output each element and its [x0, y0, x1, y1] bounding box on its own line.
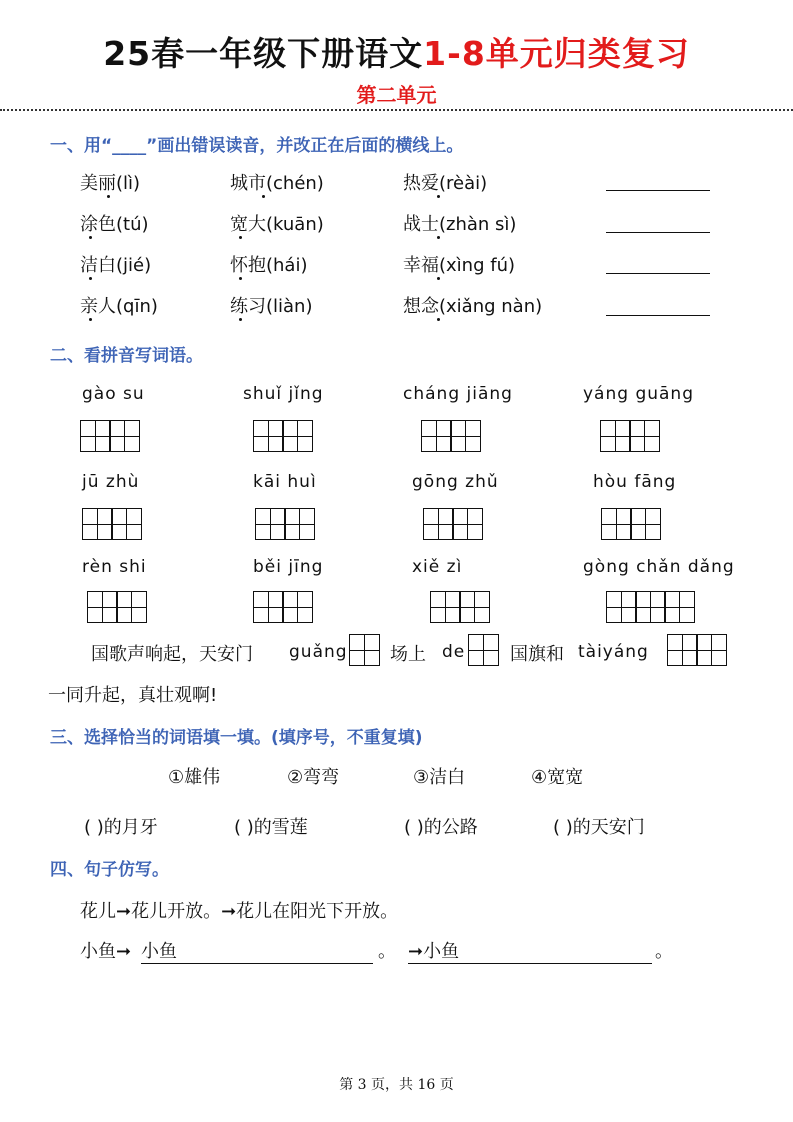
arrow: ➞ [408, 941, 424, 962]
s1-item: 战士(zhàn sì) [403, 214, 517, 235]
answer-line[interactable] [606, 231, 710, 233]
pinyin-label: de [442, 642, 466, 662]
answer-line[interactable] [606, 189, 710, 191]
option: ②弯弯 [287, 767, 340, 788]
emphasis-dot [437, 236, 440, 239]
answer-line[interactable] [606, 272, 710, 274]
writing-grid[interactable] [255, 508, 315, 540]
pinyin-label: kāi huì [253, 472, 317, 492]
writing-grid[interactable] [600, 420, 660, 452]
title-red: 1-8单元归类复习 [423, 34, 690, 73]
emphasis-dot [437, 318, 440, 321]
writing-grid[interactable] [80, 420, 140, 452]
dotted-divider [0, 109, 793, 111]
emphasis-dot [107, 195, 110, 198]
pinyin-label: hòu fāng [593, 472, 677, 492]
section4-heading: 四、句子仿写。 [50, 860, 169, 880]
writing-grid[interactable] [87, 591, 147, 623]
writing-grid[interactable] [421, 420, 481, 452]
writing-grid[interactable] [430, 591, 490, 623]
pinyin-label: cháng jiāng [403, 384, 513, 404]
s1-item: 怀抱(hái) [230, 255, 308, 276]
s1-item: 洁白(jié) [80, 255, 152, 276]
pinyin-label: jū zhù [82, 472, 140, 492]
fill-blank[interactable]: ( )的天安门 [553, 817, 645, 838]
s1-item: 热爱(rèài) [403, 173, 488, 194]
emphasis-dot [262, 195, 265, 198]
section1-heading: 一、用“____”画出错误读音，并改正在后面的横线上。 [50, 136, 464, 156]
s1-item: 美丽(lì) [80, 173, 141, 194]
sentence-part: 国歌声响起，天安门 [91, 644, 253, 665]
answer-line-1[interactable] [141, 937, 373, 964]
s1-item: 想念(xiǎng nàn) [403, 296, 543, 317]
emphasis-dot [239, 236, 242, 239]
question-prefix: 小鱼➞ [80, 941, 132, 962]
pinyin-label: rèn shi [82, 557, 147, 577]
pinyin-label: gào su [82, 384, 145, 404]
sentence-part: 一同升起，真壮观啊! [48, 685, 218, 706]
emphasis-dot [239, 277, 242, 280]
emphasis-dot [239, 318, 242, 321]
pinyin-label: gòng chǎn dǎng [583, 557, 735, 577]
emphasis-dot [437, 277, 440, 280]
pinyin-label: gōng zhǔ [412, 472, 499, 492]
writing-grid[interactable] [349, 634, 380, 666]
emphasis-dot [437, 195, 440, 198]
answer-line[interactable] [606, 314, 710, 316]
option: ③洁白 [413, 767, 466, 788]
page-subtitle: 第二单元 [356, 83, 437, 107]
emphasis-dot [89, 318, 92, 321]
writing-grid[interactable] [423, 508, 483, 540]
fill-blank[interactable]: ( )的公路 [404, 817, 478, 838]
s1-item: 宽大(kuān) [230, 214, 324, 235]
writing-grid[interactable] [606, 591, 695, 623]
answer-line-2[interactable] [408, 937, 652, 964]
writing-grid[interactable] [253, 420, 313, 452]
page-number: 第 3 页，共 16 页 [339, 1077, 454, 1093]
writing-grid[interactable] [82, 508, 142, 540]
fill-blank[interactable]: ( )的月牙 [84, 817, 158, 838]
option: ④宽宽 [531, 767, 584, 788]
title-black: 25春一年级下册语文 [103, 34, 424, 73]
option: ①雄伟 [168, 767, 221, 788]
s1-item: 亲人(qīn) [80, 296, 158, 317]
pinyin-label: tàiyáng [578, 642, 649, 662]
example-sentence: 花儿➞花儿开放。➞花儿在阳光下开放。 [80, 901, 399, 922]
question-end: 。 [378, 941, 396, 962]
section3-heading: 三、选择恰当的词语填一填。(填序号，不重复填) [50, 728, 423, 748]
pinyin-label: guǎng [289, 642, 348, 662]
writing-grid[interactable] [253, 591, 313, 623]
writing-grid[interactable] [601, 508, 661, 540]
answer-word: 小鱼 [423, 941, 460, 962]
pinyin-label: yáng guāng [583, 384, 694, 404]
pinyin-label: běi jīng [253, 557, 324, 577]
section2-heading: 二、看拼音写词语。 [50, 346, 203, 366]
emphasis-dot [89, 236, 92, 239]
emphasis-dot [89, 277, 92, 280]
s1-item: 涂色(tú) [80, 214, 149, 235]
s1-item: 幸福(xìng fú) [403, 255, 515, 276]
page-title [0, 28, 793, 75]
writing-grid[interactable] [667, 634, 727, 666]
pinyin-label: xiě zì [412, 557, 463, 577]
sentence-part: 国旗和 [510, 644, 564, 665]
sentence-part: 场上 [390, 644, 426, 665]
pinyin-label: shuǐ jǐng [243, 384, 324, 404]
answer-word: 小鱼 [141, 941, 177, 962]
writing-grid[interactable] [468, 634, 499, 666]
question-end: 。 [655, 941, 673, 962]
fill-blank[interactable]: ( )的雪莲 [234, 817, 308, 838]
s1-item: 城市(chén) [230, 173, 324, 194]
s1-item: 练习(liàn) [230, 296, 313, 317]
